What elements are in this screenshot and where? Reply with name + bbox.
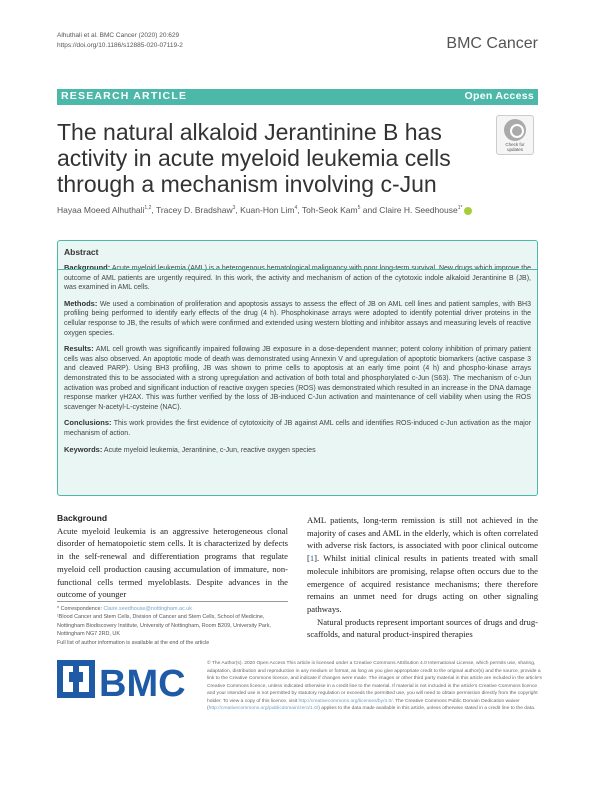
body-paragraph: Acute myeloid leukemia is an aggressive heterogeneous clonal disorder of hematopoietic stem cells. It is characterized by defects in the self-renewal and differentiation programs that regulate myeloid cell production causing accumulation of immature, non-functional cells termed myeloblasts. Despite advances in the outcome of younger: [57, 525, 288, 600]
open-access-label: Open Access: [464, 90, 534, 102]
author-list: Hayaa Moeed Alhuthali$^{1,2}$, Tracey D. Bradshaw$^3$, Kuan-Hon Lim$^4$, Toh-Seok Kam$^5$ and Claire H. Seedhouse$^{1*}$: [57, 205, 472, 215]
correspondence: [57, 605, 288, 613]
article-title: The natural alkaloid Jerantinine B has activity in acute myeloid leukemia cells through a mechanism involving c-Jun: [57, 119, 451, 197]
correspondence-label: * Correspondence:: [57, 606, 102, 612]
author-info-note: Full list of author information is available at the end of the article: [57, 639, 210, 646]
license-body: . The Creative Commons Public Domain Dedication waiver (: [207, 698, 520, 711]
abstract-background-text: Acute myeloid leukemia (AML) is a heterogenous hematological malignancy with poor long-term survival. New drugs which improve the outcome of AML patients are urgently required. In this work, the activity and mechanism of action of the cytotoxic indole alkaloid Jerantinine B (JB), was examined in AML cells.: [64, 265, 532, 292]
author-affiliation: 1*: [457, 205, 463, 212]
body-text: AML patients, long-term remission is still not achieved in the majority of cases and AML in the elderly, which is often correlated with adverse risk factors, is associated with poor clinical outcome [: [307, 515, 538, 564]
author-name[interactable]: Hayaa Moeed Alhuthali: [57, 205, 145, 215]
author-affiliation: 1,2: [144, 205, 152, 212]
license-link[interactable]: http://creativecommons.org/licenses/by/4.0/: [298, 698, 393, 704]
bmc-logo-text: BMC: [99, 663, 186, 705]
author-name[interactable]: Toh-Seok Kam: [301, 205, 358, 215]
abstract-divider: [58, 269, 537, 270]
abstract-background: [64, 263, 531, 293]
abstract-results-text: AML cell growth was significantly impaired following JB exposure in a dose-dependent manner; potent colony inhibition of primary patient cells was also observed. An apoptotic mode of death was demonstrated using Annexin V and upregulation of apoptotic biomarkers (active caspase 3 and cleaved PARP). Using BH3 profiling, JB was shown to prime cells to apoptosis at an early time point (4 h) and phospho-kinase arrays demonstrated this to be associated with a strong upregulation and activation of both total and phosphorylated c-Jun (S63). The mechanism of c-Jun activation was probed and significant induction of reactive oxygen species (ROS) was demonstrated which resulted in an increase in the DNA damage response marker γH2AX. This was further verified by the loss of JB-induced C-Jun activation and maintenance of cell viability when using the ROS scavenger N-acetyl-L-cysteine (NAC).: [64, 346, 531, 411]
license-body: ) applies to the data made available in this article, unless otherwise stated in a credit line to the data.: [318, 706, 536, 711]
check-for-updates-badge[interactable]: [496, 115, 534, 155]
crossmark-text-2: updates: [506, 147, 523, 152]
body-right-column: [307, 514, 538, 641]
article-type-label: RESEARCH ARTICLE: [61, 90, 188, 102]
abstract-conclusions-text: This work provides the first evidence of cytotoxicity of JB against AML cells and identifies ROS-induced c-Jun activation as the major mechanism of action.: [64, 420, 531, 437]
header-citation: Alhuthali et al. BMC Cancer (2020) 20:629: [57, 32, 180, 39]
bmc-logo: [57, 660, 186, 715]
article-type-banner: [57, 89, 538, 105]
abstract-heading: Abstract: [64, 247, 99, 257]
body-left-column: [57, 512, 288, 601]
license-text: [207, 660, 542, 713]
abstract-keywords: [64, 445, 531, 456]
license-body: © The Author(s). 2020 Open Access This article is licensed under a Creative Commons Attribution 4.0 International License, which permits use, sharing, adaptation, distribution and reproduction in any medium or format, as long as you give appropriate credit to the original author(s) and the source, provide a link to the Creative Commons licence, and indicate if changes were made. The images or other third party material in this article are included in the article's Creative Commons licence, unless indicated otherwise in a credit line to the material. If material is not included in the article's Creative Commons licence and your intended use is not permitted by statutory regulation or exceeds the permitted use, you will need to obtain permission directly from the copyright holder. To view a copy of this licence, visit: [207, 661, 542, 704]
author-name[interactable]: Claire H. Seedhouse: [379, 205, 458, 215]
crossmark-icon: [504, 119, 526, 141]
crossmark-text-1: Check for: [505, 142, 525, 147]
public-domain-link[interactable]: http://creativecommons.org/publicdomain/zero/1.0/: [208, 706, 319, 711]
abstract-methods-label: Methods:: [64, 298, 98, 308]
author-affiliation: 4: [294, 205, 298, 212]
abstract-keywords-label: Keywords:: [64, 444, 103, 454]
body-paragraph: [307, 514, 538, 616]
header-doi[interactable]: https://doi.org/10.1186/s12885-020-07119-2: [57, 42, 183, 49]
author-name[interactable]: Tracey D. Bradshaw: [155, 205, 233, 215]
abstract-methods-text: We used a combination of proliferation and apoptosis assays to assess the effect of JB on AML cell lines and patient samples, with BH3 profiling being performed to identify early effects of the drug (4 h). Phosphokinase arrays were adopted to identify potential driver proteins in the cellular response to JB, the results of which were confirmed and extended using western blotting and inhibitor assays and measuring levels of reactive oxygen species.: [64, 300, 531, 337]
abstract-methods: [64, 299, 531, 338]
author-affiliation: 3: [232, 205, 236, 212]
correspondence-email[interactable]: Claire.seedhouse@nottingham.ac.uk: [103, 606, 192, 612]
footnote: [57, 601, 288, 647]
abstract-keywords-text: Acute myeloid leukemia, Jerantinine, c-Jun, reactive oxygen species: [103, 446, 316, 454]
abstract-background-label: Background:: [64, 263, 111, 272]
abstract-results-label: Results:: [64, 344, 94, 354]
abstract-results: [64, 344, 531, 412]
reference-link[interactable]: 1: [309, 553, 315, 564]
body-paragraph: Natural products represent important sources of drugs and drug-scaffolds, and natural product-inspired therapies: [307, 616, 538, 640]
body-text: ]. Whilst initial clinical results in patients treated with small molecule inhibitors are promising, relapse often occurs due to the emergence of acquired resistance mechanisms; there therefore remains an unmet need for drugs acting on other signaling pathways.: [307, 553, 538, 614]
abstract-conclusions-label: Conclusions:: [64, 418, 112, 428]
journal-name: BMC Cancer: [446, 35, 538, 52]
author-affiliation: 5: [357, 205, 361, 212]
abstract-conclusions: [64, 418, 531, 438]
abstract-box: [57, 240, 538, 496]
author-name[interactable]: Kuan-Hon Lim: [240, 205, 295, 215]
affiliation-text: ¹Blood Cancer and Stem Cells, Division of Cancer and Stem Cells, School of Medicine, Nottingham Biodiscovery Institute, University of Nottingham, Room B209, University Park, Nottingham NG7 2RD, UK: [57, 614, 271, 638]
section-heading-background: Background: [57, 513, 108, 523]
orcid-icon[interactable]: [464, 207, 472, 215]
